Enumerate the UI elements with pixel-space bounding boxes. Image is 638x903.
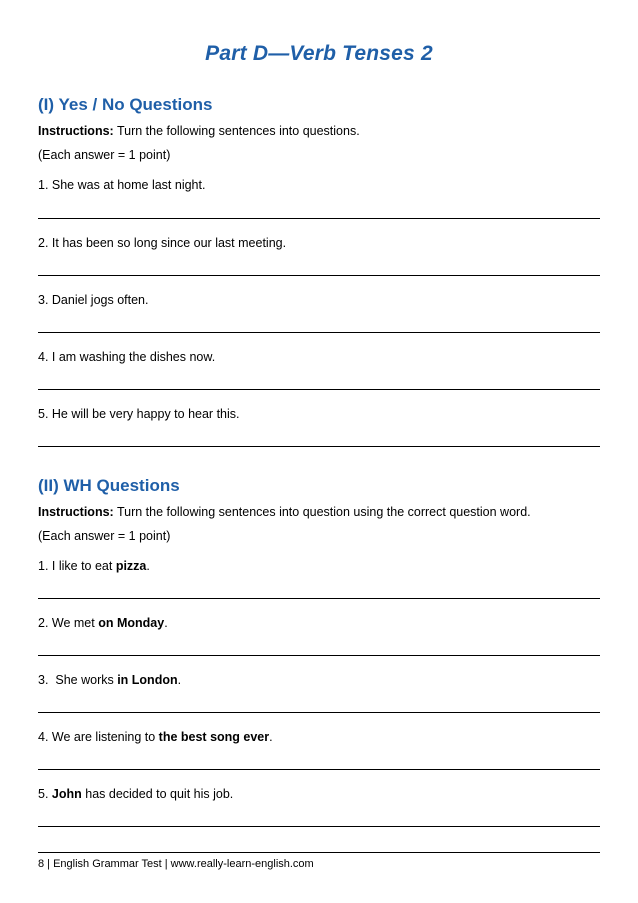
instructions-label: Instructions: — [38, 505, 114, 519]
instructions-text: Turn the following sentences into question using the correct question word. — [113, 505, 531, 519]
answer-line[interactable] — [38, 769, 600, 770]
answer-line[interactable] — [38, 446, 600, 447]
question-item: 2. It has been so long since our last meeting. — [38, 236, 287, 250]
instructions-text: Turn the following sentences into questions. — [113, 124, 360, 138]
answer-line[interactable] — [38, 826, 600, 827]
question-item: 3. She works in London. — [38, 673, 182, 687]
page-title: Part D—Verb Tenses 2 — [205, 42, 433, 65]
question-item: 4. I am washing the dishes now. — [38, 350, 216, 364]
section2-points: (Each answer = 1 point) — [38, 529, 171, 543]
section1-heading: (I) Yes / No Questions — [38, 95, 213, 114]
answer-line[interactable] — [38, 332, 600, 333]
answer-line[interactable] — [38, 655, 600, 656]
section1-points: (Each answer = 1 point) — [38, 148, 171, 162]
question-item: 1. She was at home last night. — [38, 178, 206, 192]
page-footer: 8 | English Grammar Test | www.really-learn-english.com — [38, 852, 600, 870]
instructions-label: Instructions: — [38, 124, 114, 138]
answer-line[interactable] — [38, 712, 600, 713]
question-item: 5. He will be very happy to hear this. — [38, 407, 240, 421]
question-item: 4. We are listening to the best song ever. — [38, 730, 273, 744]
question-item: 2. We met on Monday. — [38, 616, 168, 630]
question-item: 1. I like to eat pizza. — [38, 559, 150, 573]
question-item: 3. Daniel jogs often. — [38, 293, 149, 307]
question-item: 5. John has decided to quit his job. — [38, 787, 234, 801]
answer-line[interactable] — [38, 275, 600, 276]
answer-line[interactable] — [38, 598, 600, 599]
answer-line[interactable] — [38, 218, 600, 219]
answer-line[interactable] — [38, 389, 600, 390]
section2-heading: (II) WH Questions — [38, 476, 180, 495]
section2-instructions — [38, 505, 531, 519]
section1-instructions — [38, 124, 360, 138]
